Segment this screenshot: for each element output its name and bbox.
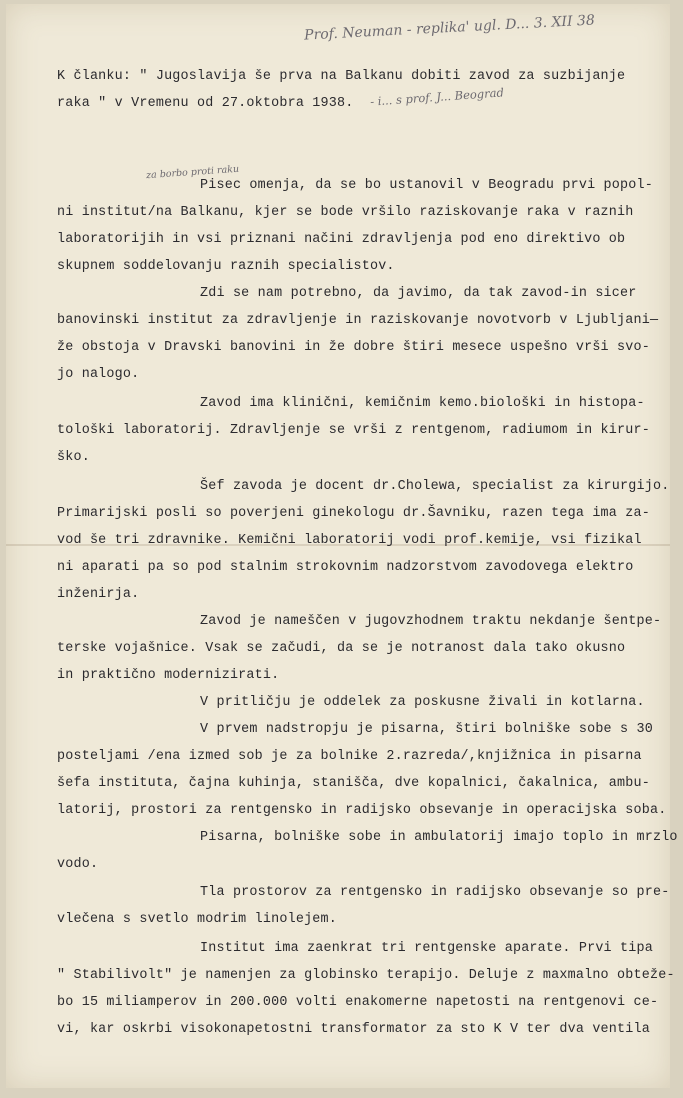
text-line: V pritličju je oddelek za poskusne živali in kotlarna. (200, 695, 645, 710)
text-line: Zavod ima klinični, kemičnim kemo.biološki in histopa- (200, 396, 645, 411)
text-line: vodo. (57, 857, 99, 872)
text-line: Pisec omenja, da se bo ustanovil v Beogradu prvi popol- (200, 178, 653, 193)
text-line: V prvem nadstropju je pisarna, štiri bolniške sobe s 30 (200, 722, 653, 737)
header-line-2: raka " v Vremenu od 27.oktobra 1938. (57, 96, 354, 111)
text-line: in praktično modernizirati. (57, 668, 280, 683)
text-line: vlečena s svetlo modrim linolejem. (57, 912, 338, 927)
text-line: posteljami /ena izmed sob je za bolnike 2.razreda/,knjižnica in pisarna (57, 749, 642, 764)
text-line: vi, kar oskrbi visokonapetostni transformator za sto K V ter dva ventila (57, 1022, 650, 1037)
text-line: Primarijski posli so poverjeni ginekologu dr.Šavniku, razen tega ima za- (57, 506, 650, 521)
handwritten-note-header: - i... s prof. J... Beograd (369, 85, 505, 109)
text-line: banovinski institut za zdravljenje in raziskovanje novotvorb v Ljubljani— (57, 313, 659, 328)
text-line: tološki laboratorij. Zdravljenje se vrši z rentgenom, radiumom in kirur- (57, 423, 650, 438)
text-line: Pisarna, bolniške sobe in ambulatorij imajo toplo in mrzlo (200, 830, 678, 845)
handwritten-interlinear: za borbo proti raku (145, 163, 240, 182)
text-line: vod še tri zdravnike. Kemični laboratorij vodi prof.kemije, vsi fizikal (57, 533, 642, 548)
text-line: ško. (57, 450, 90, 465)
text-line: terske vojašnice. Vsak se začudi, da se je notranost dala tako okusno (57, 641, 626, 656)
text-line: ni aparati pa so pod stalnim strokovnim nadzorstvom zavodovega elektro (57, 560, 634, 575)
text-line: ni institut/na Balkanu, kjer se bode vršilo raziskovanje raka v raznih (57, 205, 634, 220)
handwritten-note-top: Prof. Neuman - replika' ugl. D... 3. XII 38 (303, 12, 596, 44)
text-line: inženirja. (57, 587, 140, 602)
text-line: Šef zavoda je docent dr.Cholewa, specialist za kirurgijo. (200, 479, 670, 494)
text-line: Institut ima zaenkrat tri rentgenske aparate. Prvi tipa (200, 941, 653, 956)
document-page (6, 4, 678, 1088)
text-line: jo nalogo. (57, 367, 140, 382)
text-line: skupnem soddelovanju raznih specialistov. (57, 259, 395, 274)
text-line: latorij, prostori za rentgensko in radijsko obsevanje in operacijska soba. (57, 803, 667, 818)
text-line: šefa instituta, čajna kuhinja, stanišča, dve kopalnici, čakalnica, ambu- (57, 776, 650, 791)
text-line: že obstoja v Dravski banovini in že dobre štiri mesece uspešno vrši svo- (57, 340, 650, 355)
text-line: Zavod je nameščen v jugovzhodnem traktu nekdanje šentpe- (200, 614, 662, 629)
text-line: Tla prostorov za rentgensko in radijsko obsevanje so pre- (200, 885, 670, 900)
text-line: bo 15 miliamperov in 200.000 volti enakomerne napetosti na rentgenovi ce- (57, 995, 659, 1010)
text-line: " Stabilivolt" je namenjen za globinsko terapijo. Deluje z maxmalno obteže- (57, 968, 675, 983)
header-line-1: K članku: " Jugoslavija še prva na Balkanu dobiti zavod za suzbijanje (57, 69, 626, 84)
text-line: laboratorijih in vsi priznani načini zdravljenja pod eno direktivo ob (57, 232, 626, 247)
text-line: Zdi se nam potrebno, da javimo, da tak zavod-in sicer (200, 286, 637, 301)
